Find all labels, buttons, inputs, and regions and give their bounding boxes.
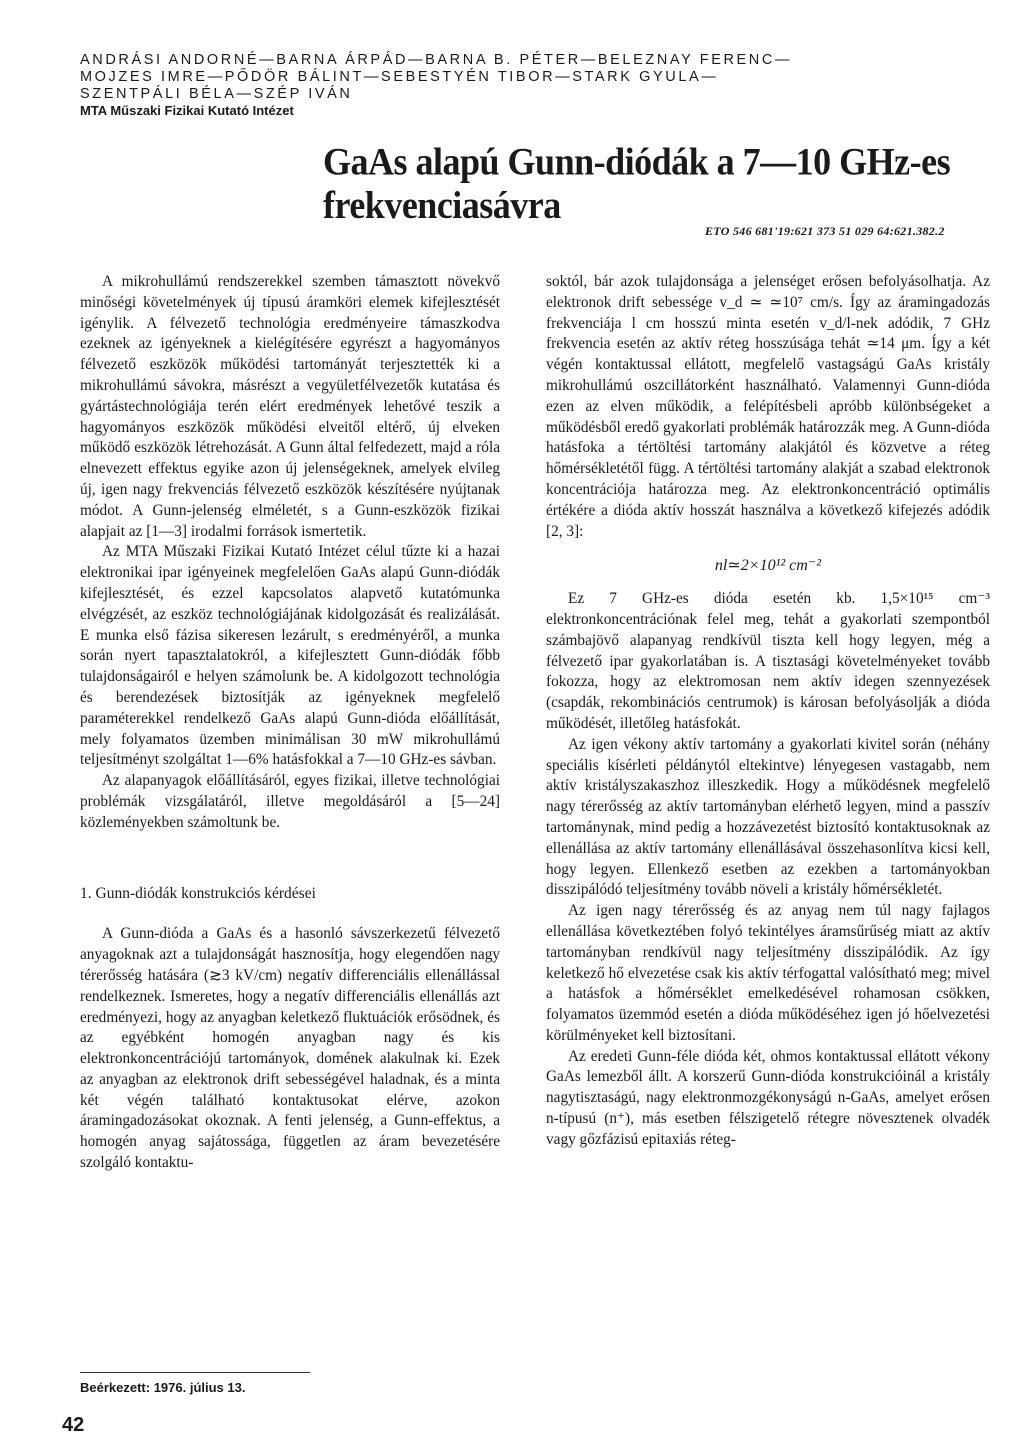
paragraph: Ez 7 GHz-es dióda esetén kb. 1,5×10¹⁵ cm⁻³ elektronkoncentrációnak felel meg, tehát a gyakorlati szempontból számbajövő alapanyag rendkívül tiszta kell hogy legyen, még a félvezető ipar gyakorlatában is. A tisztasági követelményeket tovább fokozza, hogy az elektromosan nem aktív idegen szennyezések (csapdák, rekombinációs centrumok) is károsan befolyásolják a dióda működését, illetőleg hatásfokát. [546,590,990,732]
paragraph: A mikrohullámú rendszerekkel szemben támasztott növekvő minőségi követelmények új típusú áramköri elemek kifejlesztését igénylik. A félvezető technológia eredményeire támaszkodva ezeknek az igényeknek a kielégítésére egyrészt a hagyományos félvezető eszközök működési tartományát terjesztették ki a mikrohullámú sávokra, másrészt a vegyületfélvezetők kutatása és gyártástechnológiája terén elért eredmények lehetővé teszik a hagyományos eszközök működési elveitől eltérő, új elveken működő eszközök létrehozását. A Gunn által felfedezett, majd a róla elnevezett effektus egyike azon új jelenségeknek, amelyek elvileg új, igen nagy frekvenciás félvezető eszközök készítésére nyújtanak módot. A Gunn-jelenség elméletét, s a Gunn-eszközök fizikai alapjait az [1—3] irodalmi források ismertetik. [80,273,500,540]
right-column [546,272,990,1151]
paragraph: Az igen vékony aktív tartomány a gyakorlati kivitel során (néhány speciális kísérleti példánytól eltekintve) lényegesen vastagabb, nem aktív kristályszakaszhoz illeszkedik. Hogy a működésnek megfelelő nagy térerősség az aktív tartományban elérhető legyen, mind a passzív tartománynak, mind pedig a hozzávezetést biztosító kontaktusoknak az ellenállása az aktív tartomány ellenállásával összehasonlítva kicsi kell, hogy legyen. Ellenkező esetben az ezekben a tartományokban disszipálódó teljesítmény tovább növeli a kristály hőmérsékletét. [546,735,990,899]
footnote-rule [80,1372,310,1373]
paragraph: Az alapanyagok előállításáról, egyes fizikai, illetve technológiai problémák vizsgálatáról, illetve megoldásáról a [5—24] közleményekben számoltunk be. [80,772,500,831]
author-line: ANDRÁSI ANDORNÉ—BARNA ÁRPÁD—BARNA B. PÉTER—BELEZNAY FERENC— [80,52,793,68]
author-list [80,52,1000,103]
paragraph: Az igen nagy térerősség és az anyag nem túl nagy fajlagos ellenállása következtében folyó tekintélyes áramsűrűség miatt az aktív tartományban rendkívül nagy teljesítmény disszipálódik. Az így keletkező hő elvezetése csak kis aktív térfogattal valósítható meg; mivel a hatásfok a hőmérséklet emelkedésével rohamosan csökken, folyamatos üzemmód esetén a dióda működéséhez igen jó hőelvezetési körülményeket kell biztosítani. [546,902,990,1044]
paragraph: A Gunn-dióda a GaAs és a hasonló sávszerkezetű félvezető anyagoknak azt a tulajdonságát hasznosítja, hogy elegendően nagy térerősség hatására (≳3 kV/cm) negatív differenciális ellenállással rendelkeznek. Ismeretes, hogy a negatív differenciális ellenállás azt eredményezi, hogy az anyagban keletkező fluktuációk erősödnek, és az egyébként homogén anyagban nagy és kis elektronkoncentrációjú tartományok, domének alakulnak ki. Ezek az anyagban az elektronok drift sebességével haladnak, és a minta két végén található kontaktusokat elérve, azokon áramingadozásokat okoznak. A fenti jelenség, a Gunn-effektus, a homogén anyag sajátossága, független az áram bevezetésére szolgáló kontaktu- [80,925,500,1172]
article-title [323,140,1013,226]
received-date: Beérkezett: 1976. július 13. [80,1380,246,1395]
paragraph: soktól, bár azok tulajdonsága a jelenséget erősen befolyásolhatja. Az elektronok drift sebessége v_d ≃ ≃10⁷ cm/s. Így az áramingadozás frekvenciája l cm hosszú minta esetén v_d/l-nek adódik, 7 GHz frekvencia esetén az aktív réteg hosszúsága tehát ≃14 μm. Így a két végén kontaktussal ellátott, megfelelő vastagságú GaAs kristály mikrohullámú oszcillátorként használható. Valamennyi Gunn-dióda ezen az elven működik, a felépítésbeli apróbb különbségeket a működésből eredő gyakorlati problémák határozzák meg. A Gunn-dióda hatásfoka a tértöltési tartomány alakjától és közvetve a réteg hőmérsékletétől függ. A tértöltési tartomány alakját a szabad elektronok koncentrációja határozza meg. Az elektronkoncentráció optimális értékére a dióda aktív hosszát használva a következő kifejezés adódik [2, 3]: [546,273,990,540]
institute: MTA Műszaki Fizikai Kutató Intézet [80,103,294,118]
author-line: SZENTPÁLI BÉLA—SZÉP IVÁN [80,86,353,102]
udc-code: ETO 546 681'19:621 373 51 029 64:621.382.2 [705,224,945,238]
left-column [80,272,500,1174]
author-line: MOJZES IMRE—PŐDÖR BÁLINT—SEBESTYÉN TIBOR—STARK GYULA— [80,69,719,85]
page-number: 42 [62,1414,85,1436]
paragraph: Az eredeti Gunn-féle dióda két, ohmos kontaktussal ellátott vékony GaAs lemezből állt. A korszerű Gunn-dióda konstrukcióinál a kristály nagytisztaságú, nagy elektronmozgékonyságú n-GaAs, amelyet erősen n-típusú (n⁺), más esetben félszigetelő rétegre növesztenek olvadék vagy gőzfázisú epitaxiás réteg- [546,1047,990,1148]
formula: nl≃2×10¹² cm⁻² [714,557,822,575]
title-line: frekvenciasávra [323,183,561,227]
section-heading: 1. Gunn-diódák konstrukciós kérdései [80,884,316,902]
title-line: GaAs alapú Gunn-diódák a 7—10 GHz-es [323,140,951,184]
paragraph: Az MTA Műszaki Fizikai Kutató Intézet célul tűzte ki a hazai elektronikai ipar igényeinek megfelelően GaAs alapú Gunn-diódák kifejlesztését, és ezzel kapcsolatos alapvető kutatómunka elvégzését, az eszköz technológiájának kidolgozását és realizálását. E munka első fázisa sikeresen lezárult, s eredményéről, a munka során nyert tapasztalatokról, a kifejlesztett Gunn-diódák főbb tulajdonságairól e helyen számolunk be. A kidolgozott technológia és berendezések biztosítják az igényeknek megfelelő paraméterekkel rendelkező GaAs alapú Gunn-dióda előállítását, mely folyamatos üzemben minimálisan 30 mW mikrohullámú teljesítményt szolgáltat 1—6% hatásfokkal a 7—10 GHz-es sávban. [80,543,500,769]
